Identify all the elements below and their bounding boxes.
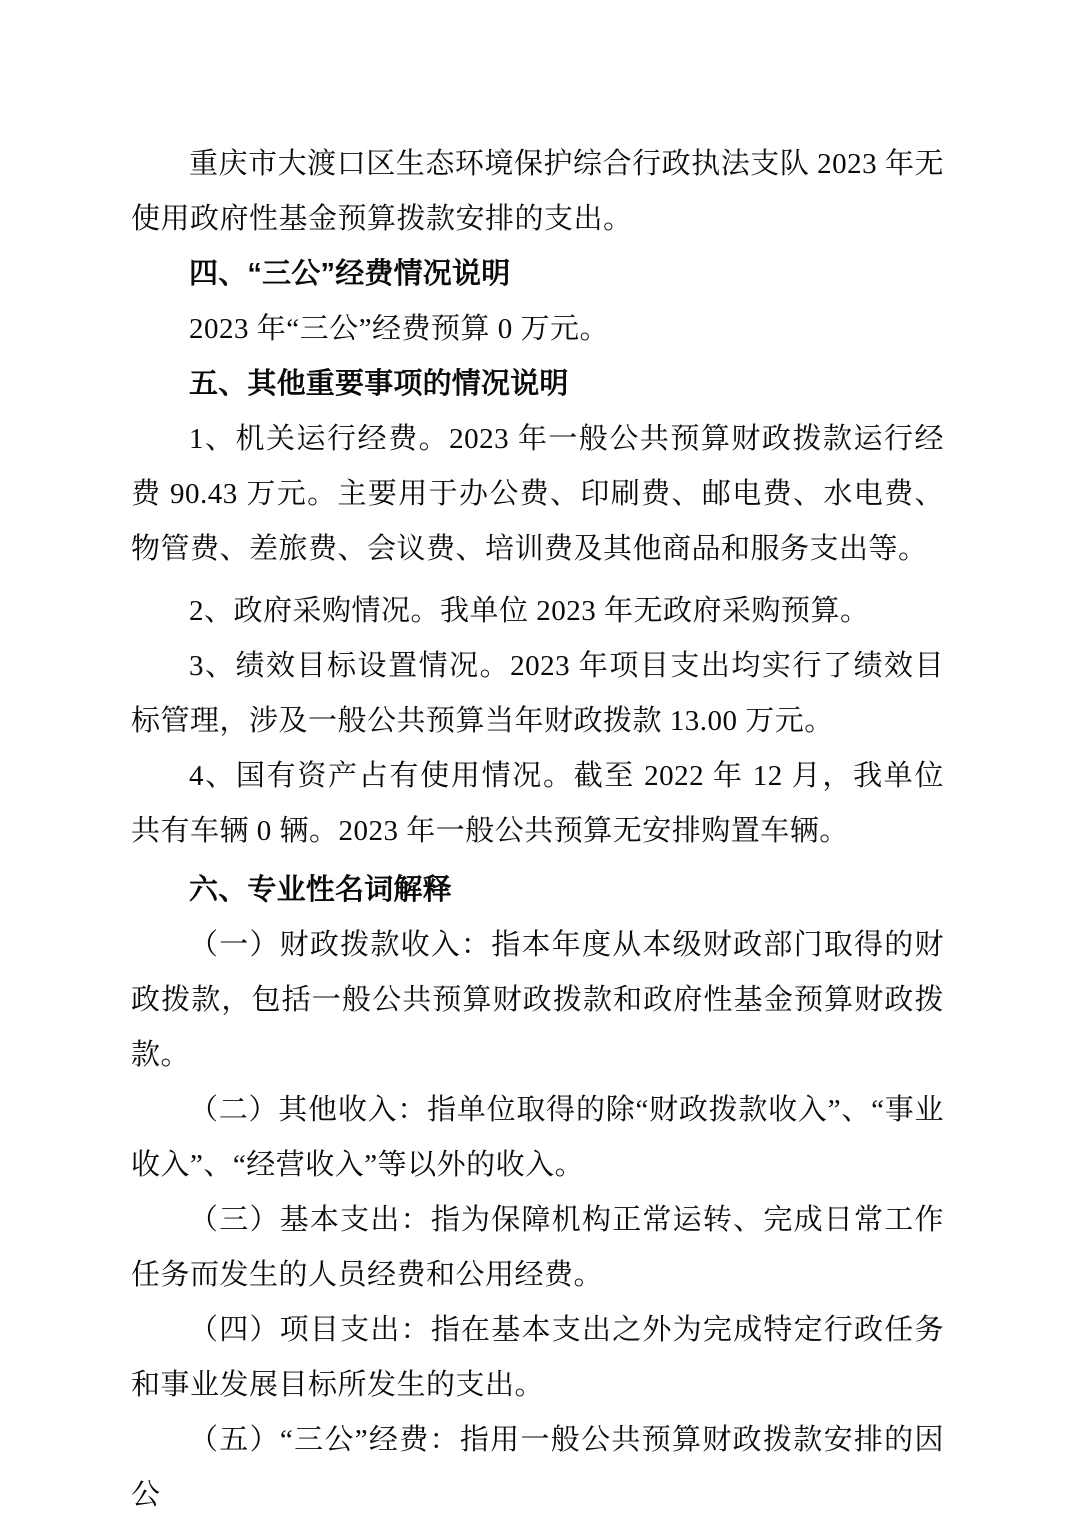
paragraph-intro-no-gov-fund: 重庆市大渡口区生态环境保护综合行政执法支队 2023 年无使用政府性基金预算拨款安排的支出。 — [131, 148, 944, 235]
paragraph-term-2-other-income: （二）其他收入：指单位取得的除“财政拨款收入”、“事业收入”、“经营收入”等以外的收入。 — [131, 1094, 944, 1181]
paragraph-item-1-operating-expense: 1、机关运行经费。2023 年一般公共预算财政拨款运行经费 90.43 万元。主要用于办公费、印刷费、邮电费、水电费、物管费、差旅费、会议费、培训费及其他商品和服务支出等。 — [131, 423, 944, 565]
paragraph-item-4-state-assets: 4、国有资产占有使用情况。截至 2022 年 12 月，我单位共有车辆 0 辆。2023 年一般公共预算无安排购置车辆。 — [131, 760, 944, 847]
document-content — [131, 137, 944, 1520]
paragraph-item-2-procurement: 2、政府采购情况。我单位 2023 年无政府采购预算。 — [189, 595, 870, 627]
paragraph-sangong-budget: 2023 年“三公”经费预算 0 万元。 — [189, 313, 609, 345]
section-heading-6-terminology: 六、专业性名词解释 — [189, 874, 452, 906]
section-heading-5-other-matters: 五、其他重要事项的情况说明 — [189, 368, 569, 400]
paragraph-term-4-project-expenditure: （四）项目支出：指在基本支出之外为完成特定行政任务和事业发展目标所发生的支出。 — [131, 1314, 944, 1401]
paragraph-item-3-performance-targets: 3、绩效目标设置情况。2023 年项目支出均实行了绩效目标管理，涉及一般公共预算当年财政拨款 13.00 万元。 — [131, 650, 944, 737]
paragraph-term-3-basic-expenditure: （三）基本支出：指为保障机构正常运转、完成日常工作任务而发生的人员经费和公用经费。 — [131, 1204, 944, 1291]
section-heading-4-sangong: 四、“三公”经费情况说明 — [189, 258, 511, 290]
paragraph-term-5-sangong-expense-partial: （五）“三公”经费：指用一般公共预算财政拨款安排的因公 — [131, 1424, 944, 1511]
paragraph-term-1-fiscal-appropriation-income: （一）财政拨款收入：指本年度从本级财政部门取得的财政拨款，包括一般公共预算财政拨款和政府性基金预算财政拨款。 — [131, 929, 944, 1071]
